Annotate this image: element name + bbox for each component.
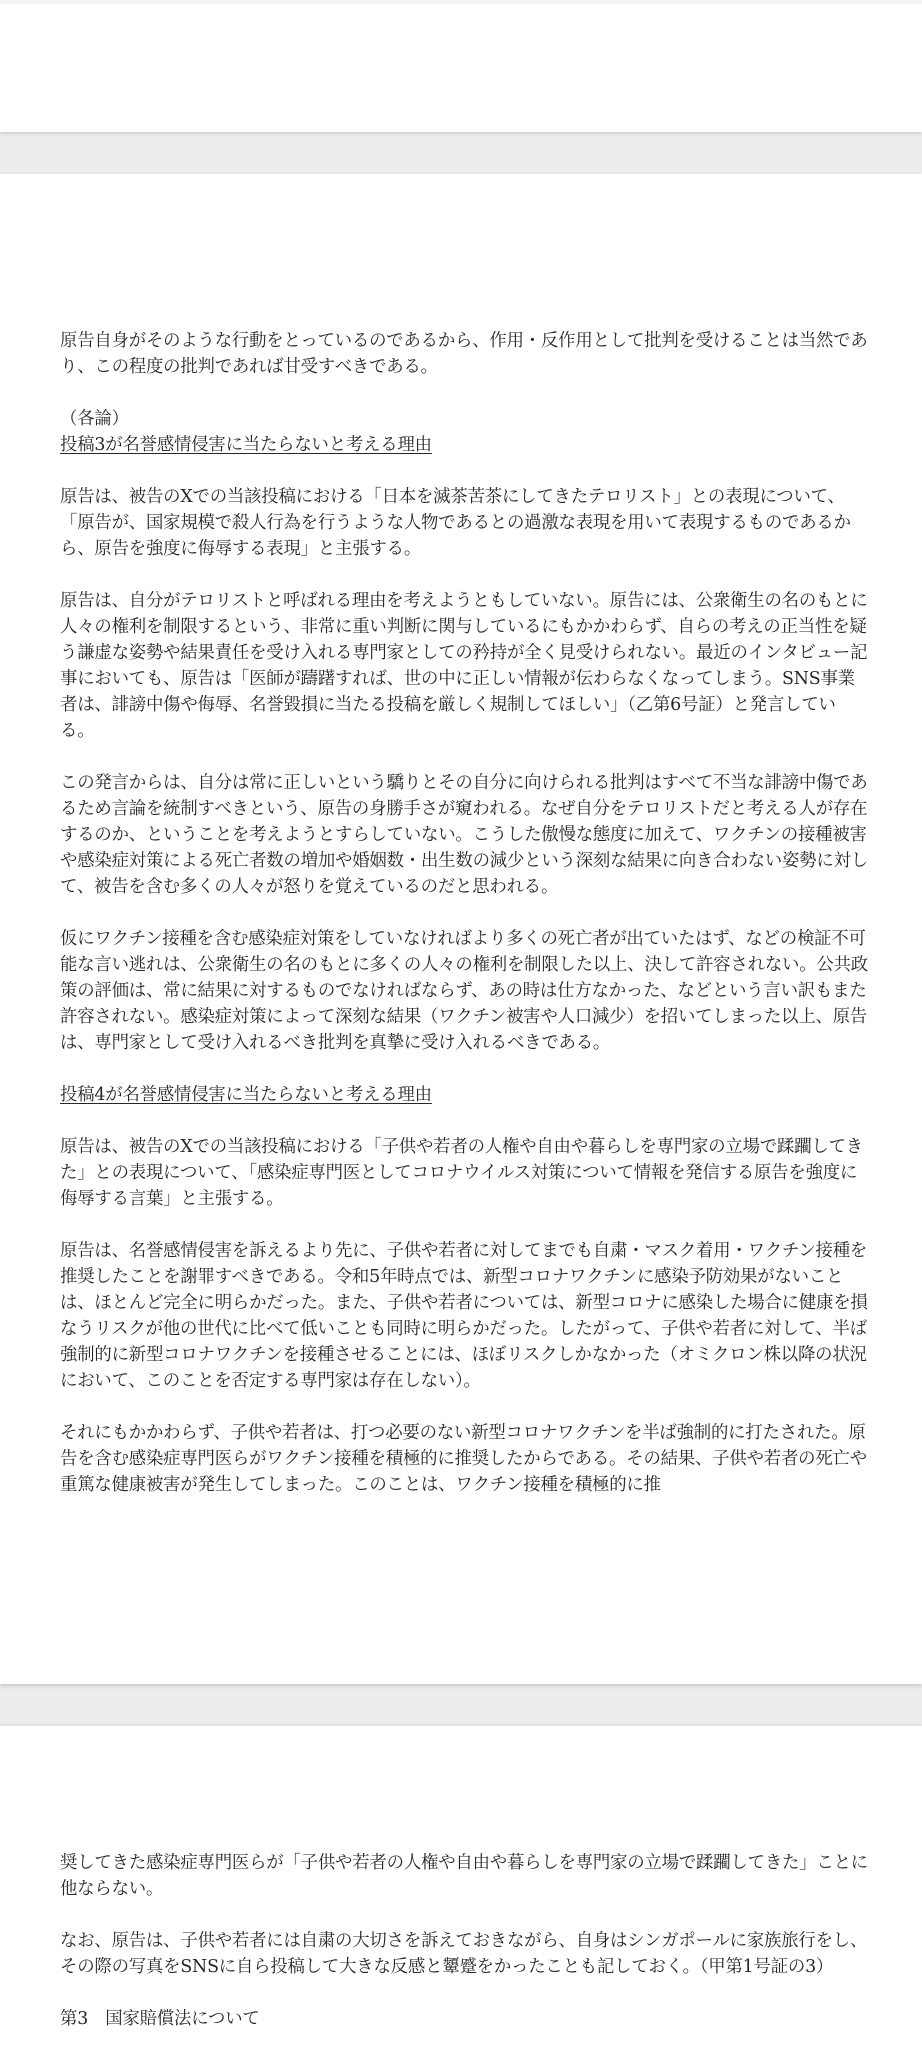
document-page-1	[0, 0, 922, 132]
paragraph-terrorist: 原告は、自分がテロリストと呼ばれる理由を考えようともしていない。原告には、公衆衛生の名のもとに人々の権利を制限するという、非常に重い判断に関与しているにもかかわらず、自らの考えの正当性を疑う謙虚な姿勢や結果責任を受け入れる専門家としての矜持が全く見受けられない。最近のインタビュー記事においても、原告は「医師が躊躇すれば、世の中に正しい情報が伝わらなくなってしまう。SNS事業者は、誹謗中傷や侮辱、名誉毀損に当たる投稿を厳しく規制してほしい」（乙第6号証）と発言している。	[60, 591, 868, 741]
paragraph-post4-claim: 原告は、被告のXでの当該投稿における「子供や若者の人権や自由や暮らしを専門家の立場で蹂躙してきた」との表現について、「感染症専門医としてコロナウイルス対策について情報を発信する原告を強度に侮辱する言葉」と主張する。	[60, 1137, 863, 1209]
document-page-3	[0, 1726, 922, 2066]
paragraph-note: なお、原告は、子供や若者には自粛の大切さを訴えておきながら、自身はシンガポールに家族旅行をし、その際の写真をSNSに自ら投稿して大きな反感と顰蹙をかったことも記しておく。（甲第1号証の3）	[60, 1931, 868, 1977]
page-body	[60, 328, 868, 1524]
document-page-2	[0, 174, 922, 1684]
page-top-shadow	[0, 0, 922, 4]
heading-next-section: 第3 国家賠償法について	[60, 2009, 260, 2029]
paragraph-apology: 原告は、名誉感情侵害を訴えるより先に、子供や若者に対してまでも自粛・マスク着用・ワクチン接種を推奨したことを謝罪すべきである。令和5年時点では、新型コロナワクチンに感染予防効果がないことは、ほとんど完全に明らかだった。また、子供や若者については、新型コロナに感染した場合に健康を損なうリスクが他の世代に比べて低いことも同時に明らかだった。したがって、子供や若者に対して、半ば強制的に新型コロナワクチンを接種させることには、ほぼリスクしかなかった（オミクロン株以降の状況において、このことを否定する専門家は存在しない）。	[60, 1241, 868, 1391]
paragraph-arrogance: この発言からは、自分は常に正しいという驕りとその自分に向けられる批判はすべて不当な誹謗中傷であるため言論を統制すべきという、原告の身勝手さが窺われる。なぜ自分をテロリストだと考える人が存在するのか、ということを考えようとすらしていない。こうした傲慢な態度に加えて、ワクチンの接種被害や感染症対策による死亡者数の増加や婚姻数・出生数の減少という深刻な結果に向き合わない姿勢に対して、被告を含む多くの人々が怒りを覚えているのだと思われる。	[60, 773, 868, 897]
paragraph-post3-claim: 原告は、被告のXでの当該投稿における「日本を滅茶苦茶にしてきたテロリスト」との表現について、「原告が、国家規模で殺人行為を行うような人物であるとの過激な表現を用いて表現するものであるから、原告を強度に侮辱する表現」と主張する。	[60, 487, 851, 559]
heading-post4: 投稿4が名誉感情侵害に当たらないと考える理由	[60, 1085, 432, 1105]
section-label: （各論）	[60, 409, 129, 429]
page-body	[60, 1850, 868, 2058]
heading-post3: 投稿3が名誉感情侵害に当たらないと考える理由	[60, 435, 432, 455]
paragraph-continued: 奨してきた感染症専門医らが「子供や若者の人権や自由や暮らしを専門家の立場で蹂躙してきた」ことに他ならない。	[60, 1853, 868, 1899]
paragraph-excuse: 仮にワクチン接種を含む感染症対策をしていなければより多くの死亡者が出ていたはず、などの検証不可能な言い逃れは、公衆衛生の名のもとに多くの人々の権利を制限した以上、決して許容されない。公共政策の評価は、常に結果に対するものでなければならず、あの時は仕方なかった、などという言い訳もまた許容されない。感染症対策によって深刻な結果（ワクチン被害や人口減少）を招いてしまった以上、原告は、専門家として受け入れるべき批判を真摯に受け入れるべきである。	[60, 929, 868, 1053]
paragraph-intro: 原告自身がそのような行動をとっているのであるから、作用・反作用として批判を受けることは当然であり、この程度の批判であれば甘受すべきである。	[60, 331, 868, 377]
paragraph-nevertheless: それにもかかわらず、子供や若者は、打つ必要のない新型コロナワクチンを半ば強制的に打たされた。原告を含む感染症専門医らがワクチン接種を積極的に推奨したからである。その結果、子供や若者の死亡や重篤な健康被害が発生してしまった。このことは、ワクチン接種を積極的に推	[60, 1423, 867, 1495]
